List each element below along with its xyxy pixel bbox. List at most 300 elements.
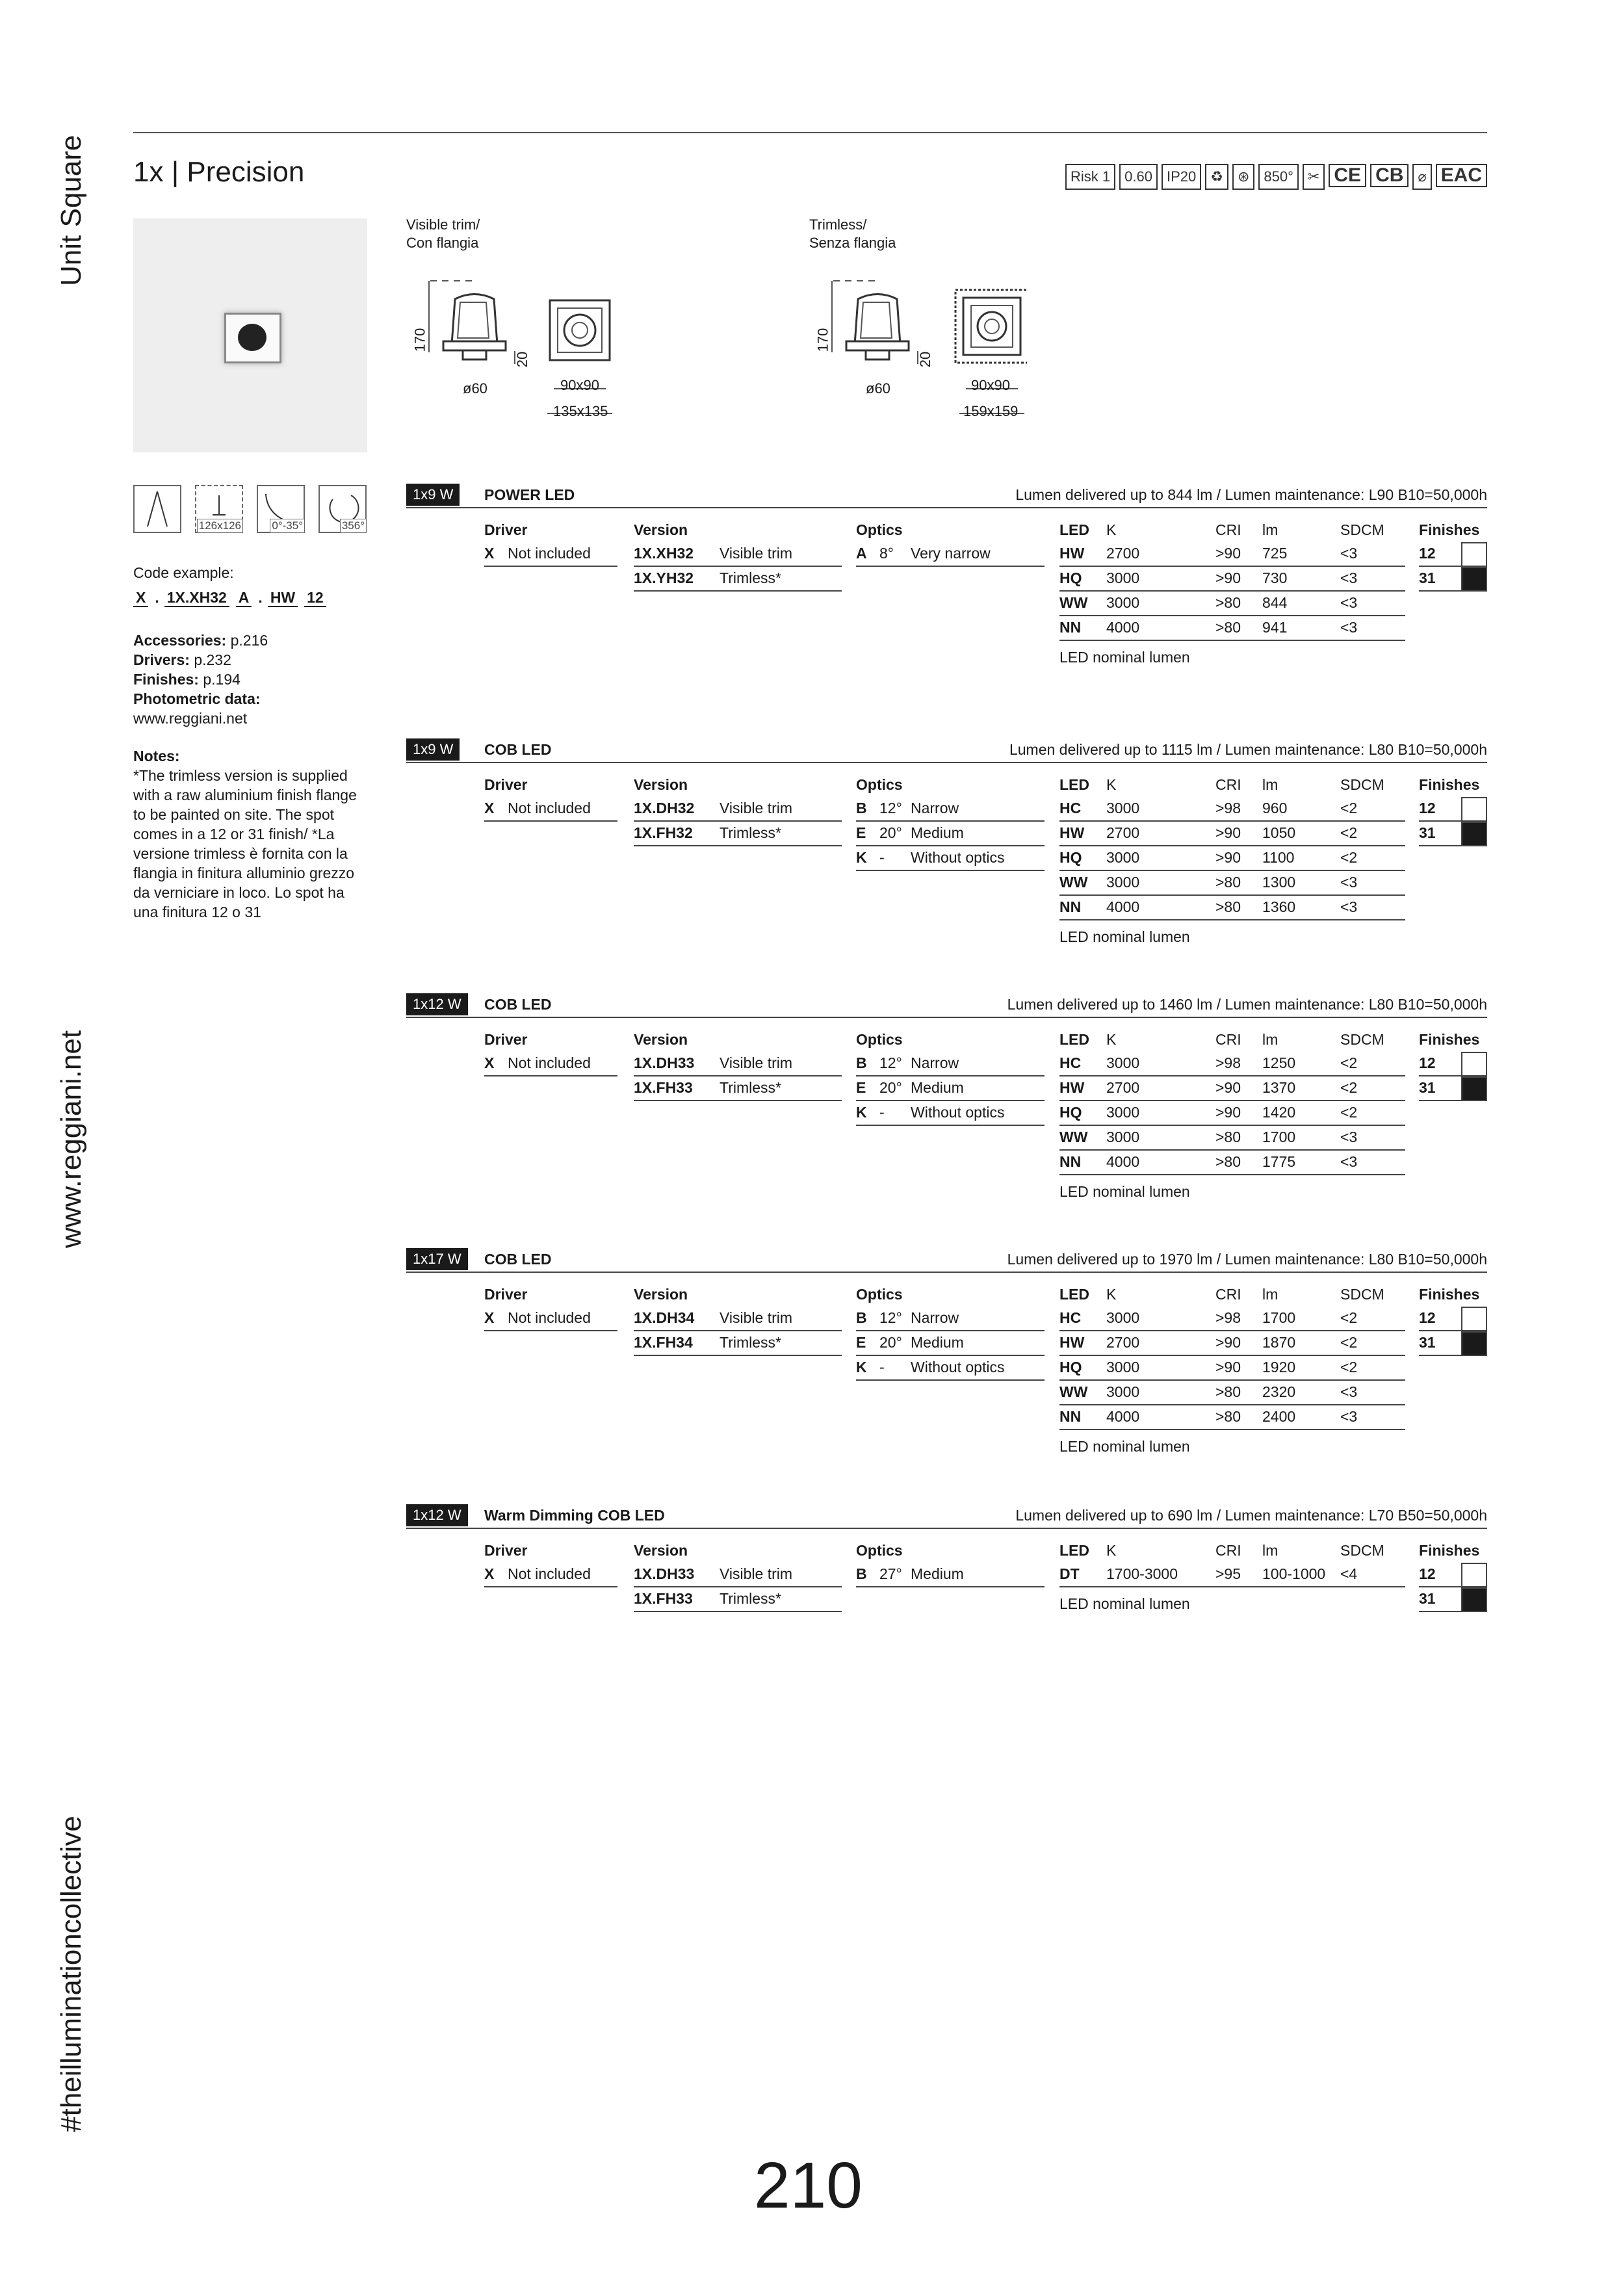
- finish-row: [1419, 1307, 1487, 1331]
- led-column: [1059, 1027, 1405, 1201]
- version-column-header: Version: [634, 1031, 688, 1048]
- led-cri: >80: [1215, 1153, 1241, 1170]
- led-row: [1059, 542, 1405, 567]
- certification-badge: Risk 1: [1065, 164, 1115, 190]
- led-lm: 730: [1262, 569, 1288, 586]
- led-cri: >80: [1215, 1128, 1241, 1145]
- version-column: [634, 772, 842, 846]
- version-column: [634, 1538, 842, 1612]
- led-column: [1059, 1282, 1405, 1455]
- led-header-k: K: [1106, 1286, 1117, 1303]
- led-sdcm: <2: [1340, 1054, 1358, 1071]
- lumen-info: Lumen delivered up to 844 lm / Lumen maintenance: L90 B10=50,000h: [1015, 486, 1487, 503]
- optics-code: B: [856, 1309, 867, 1326]
- optics-degree: 8°: [879, 545, 894, 562]
- optics-degree: 12°: [879, 1054, 902, 1071]
- led-sdcm: <2: [1340, 824, 1358, 841]
- led-code: HW: [1059, 1334, 1085, 1351]
- optics-code: A: [856, 545, 867, 562]
- driver-row: [484, 1563, 617, 1587]
- led-code: WW: [1059, 874, 1088, 891]
- certification-badge: CE: [1329, 164, 1366, 187]
- trimless-label: Trimless/ Senza flangia: [809, 216, 896, 251]
- finishes-column: [1419, 517, 1487, 592]
- led-code: DT: [1059, 1565, 1080, 1582]
- led-cri: >90: [1215, 545, 1241, 562]
- finish-row: [1419, 1563, 1487, 1587]
- led-header-sdcm: SDCM: [1340, 1286, 1384, 1303]
- led-header-led: LED: [1059, 1286, 1089, 1303]
- driver-column-header: Driver: [484, 1286, 528, 1303]
- led-sdcm: <3: [1340, 874, 1358, 891]
- optics-code: E: [856, 824, 866, 841]
- side-label-hashtag: #theilluminationcollective: [55, 1816, 87, 2132]
- led-code: HW: [1059, 824, 1085, 841]
- optics-column-header: Optics: [856, 521, 903, 538]
- version-code: 1X.XH32: [634, 545, 694, 562]
- led-row: [1059, 567, 1405, 592]
- lumen-info: Lumen delivered up to 1970 lm / Lumen maintenance: L80 B10=50,000h: [1007, 1251, 1487, 1268]
- tilt-icon: 0°-35°: [257, 485, 305, 533]
- led-column: [1059, 772, 1405, 946]
- led-code: HQ: [1059, 849, 1082, 866]
- led-k: 3000: [1106, 569, 1140, 586]
- product-photo: [133, 218, 367, 452]
- led-lm: 1050: [1262, 824, 1296, 841]
- optics-code: B: [856, 800, 867, 816]
- tl-size-dim: 90x90: [971, 377, 1010, 393]
- optics-row: [856, 846, 1045, 871]
- version-row: [634, 1076, 842, 1101]
- led-sdcm: <2: [1340, 1359, 1358, 1376]
- power-badge: 1x12 W: [406, 993, 468, 1015]
- led-header-cri: CRI: [1215, 1031, 1241, 1048]
- led-nominal-note: LED nominal lumen: [1059, 649, 1190, 666]
- optics-column: [856, 772, 1045, 871]
- led-row: [1059, 797, 1405, 822]
- led-sdcm: <3: [1340, 1153, 1358, 1170]
- optics-code: E: [856, 1334, 866, 1351]
- version-code: 1X.DH33: [634, 1054, 695, 1071]
- code-example-label: Code example:: [133, 564, 234, 581]
- optics-column-header: Optics: [856, 1031, 903, 1048]
- led-code: HQ: [1059, 569, 1082, 586]
- optics-code: K: [856, 849, 867, 866]
- optics-desc: Without optics: [911, 849, 1005, 866]
- driver-row: [484, 542, 617, 567]
- version-row: [634, 1563, 842, 1587]
- optics-row: [856, 1331, 1045, 1356]
- source-type: Warm Dimming COB LED: [484, 1507, 665, 1524]
- led-row: [1059, 871, 1405, 896]
- led-sdcm: <3: [1340, 619, 1358, 636]
- led-cri: >98: [1215, 800, 1241, 816]
- led-lm: 1250: [1262, 1054, 1296, 1071]
- version-column: [634, 1027, 842, 1101]
- led-k: 3000: [1106, 1104, 1140, 1121]
- led-header-lm: lm: [1262, 776, 1279, 793]
- finish-row: [1419, 567, 1487, 592]
- led-k: 3000: [1106, 849, 1140, 866]
- led-row: [1059, 1076, 1405, 1101]
- led-row: [1059, 1331, 1405, 1356]
- led-k: 2700: [1106, 824, 1140, 841]
- driver-desc: Not included: [508, 545, 591, 562]
- led-code: NN: [1059, 898, 1082, 915]
- finish-row: [1419, 822, 1487, 846]
- version-row: [634, 1052, 842, 1076]
- rotation-icon: 356°: [318, 485, 367, 533]
- section-header: [406, 993, 1487, 1018]
- page-title: 1x | Precision: [133, 156, 305, 188]
- version-column: [634, 1282, 842, 1356]
- driver-code: X: [484, 1565, 495, 1582]
- code-example: [133, 588, 333, 607]
- led-row: [1059, 1381, 1405, 1405]
- driver-code: X: [484, 545, 495, 562]
- certification-badge: CB: [1370, 164, 1409, 187]
- finishes-column-header: Finishes: [1419, 776, 1480, 793]
- finishes-column: [1419, 1538, 1487, 1612]
- led-header-k: K: [1106, 521, 1117, 538]
- version-desc: Visible trim: [720, 800, 793, 816]
- led-cri: >98: [1215, 1309, 1241, 1326]
- led-header: [1059, 1027, 1405, 1052]
- version-code: 1X.FH32: [634, 824, 693, 841]
- finish-row: [1419, 1331, 1487, 1356]
- version-code: 1X.DH33: [634, 1565, 695, 1582]
- optics-degree: 12°: [879, 1309, 902, 1326]
- led-sdcm: <2: [1340, 1334, 1358, 1351]
- led-k: 3000: [1106, 1383, 1140, 1400]
- page-number: 210: [754, 2149, 863, 2222]
- led-row: [1059, 896, 1405, 920]
- vt-dia-dim: ø60: [463, 380, 487, 397]
- optics-column-header: Optics: [856, 1286, 903, 1303]
- driver-desc: Not included: [508, 1309, 591, 1326]
- optics-row: [856, 1307, 1045, 1331]
- finish-swatch: [1461, 797, 1487, 822]
- version-desc: Trimless*: [720, 569, 781, 586]
- optics-row: [856, 542, 1045, 567]
- led-cri: >98: [1215, 1054, 1241, 1071]
- finishes-column: [1419, 1027, 1487, 1101]
- led-sdcm: <3: [1340, 594, 1358, 611]
- side-label-category: Unit Square: [55, 135, 87, 286]
- led-cri: >80: [1215, 619, 1241, 636]
- led-row: [1059, 1151, 1405, 1175]
- led-header-cri: CRI: [1215, 1542, 1241, 1559]
- led-k: 2700: [1106, 545, 1140, 562]
- led-cri: >80: [1215, 1408, 1241, 1425]
- led-code: WW: [1059, 1128, 1088, 1145]
- optics-degree: 20°: [879, 1079, 902, 1096]
- finish-row: [1419, 1587, 1487, 1612]
- side-label-website: www.reggiani.net: [55, 1030, 87, 1248]
- optics-desc: Medium: [911, 1079, 964, 1096]
- version-row: [634, 822, 842, 846]
- visible-trim-label: Visible trim/ Con flangia: [406, 216, 480, 251]
- vt-size-dim: 90x90: [560, 377, 599, 393]
- notes: Notes: *The trimless version is supplied with a raw aluminium finish flange to be painted on site. The spot comes in a 12 or 31 finish/ *La versione trimless è fornita con la flangia in finitura alluminio grezzo da verniciare in loco. Lo spot ha una finitura 12 o 31: [133, 748, 357, 920]
- certification-badge: EAC: [1436, 164, 1487, 187]
- optics-code: B: [856, 1565, 867, 1582]
- version-column-header: Version: [634, 521, 688, 538]
- beam-icon: [133, 485, 181, 533]
- lumen-info: Lumen delivered up to 690 lm / Lumen maintenance: L70 B50=50,000h: [1015, 1507, 1487, 1524]
- finish-row: [1419, 797, 1487, 822]
- driver-desc: Not included: [508, 800, 591, 816]
- finish-code: 12: [1419, 1054, 1436, 1071]
- finishes-column-header: Finishes: [1419, 1286, 1480, 1303]
- certification-badge: ⊛: [1232, 164, 1254, 190]
- product-section: [406, 1248, 1487, 1455]
- driver-code: X: [484, 1054, 495, 1071]
- led-k: 3000: [1106, 594, 1140, 611]
- led-k: 4000: [1106, 898, 1140, 915]
- led-code: HQ: [1059, 1104, 1082, 1121]
- version-row: [634, 567, 842, 592]
- led-cri: >90: [1215, 569, 1241, 586]
- led-lm: 725: [1262, 545, 1288, 562]
- optics-row: [856, 1563, 1045, 1587]
- version-desc: Visible trim: [720, 545, 793, 562]
- led-cri: >90: [1215, 1079, 1241, 1096]
- led-cri: >95: [1215, 1565, 1241, 1582]
- vt-cut-dim: 135x135: [553, 403, 608, 419]
- led-header-led: LED: [1059, 1542, 1089, 1559]
- led-header-lm: lm: [1262, 1031, 1279, 1048]
- version-row: [634, 542, 842, 567]
- led-k: 2700: [1106, 1079, 1140, 1096]
- version-row: [634, 1331, 842, 1356]
- references: Accessories: p.216 Drivers: p.232 Finishes: p.194 Photometric data: www.reggiani.net: [133, 632, 268, 727]
- source-type: COB LED: [484, 741, 552, 758]
- optics-degree: -: [879, 1359, 885, 1376]
- optics-desc: Without optics: [911, 1359, 1005, 1376]
- finish-code: 31: [1419, 1079, 1436, 1096]
- code-part: HW: [268, 589, 298, 607]
- led-code: HC: [1059, 1054, 1082, 1071]
- led-code: HC: [1059, 800, 1082, 816]
- driver-row: [484, 1307, 617, 1331]
- led-lm: 1100: [1262, 849, 1295, 866]
- version-desc: Visible trim: [720, 1054, 793, 1071]
- led-row: [1059, 1356, 1405, 1381]
- led-k: 3000: [1106, 800, 1140, 816]
- optics-desc: Medium: [911, 824, 964, 841]
- led-k: 3000: [1106, 1054, 1140, 1071]
- led-cri: >90: [1215, 1359, 1241, 1376]
- led-sdcm: <3: [1340, 898, 1358, 915]
- version-desc: Trimless*: [720, 1590, 781, 1607]
- led-header-cri: CRI: [1215, 1286, 1241, 1303]
- led-header-lm: lm: [1262, 1286, 1279, 1303]
- certification-badge: 0.60: [1119, 164, 1158, 190]
- led-row: [1059, 822, 1405, 846]
- certification-badge: ✂: [1303, 164, 1325, 190]
- led-code: WW: [1059, 594, 1088, 611]
- led-column: [1059, 1538, 1405, 1613]
- driver-column: [484, 517, 617, 567]
- led-cri: >80: [1215, 1383, 1241, 1400]
- driver-column-header: Driver: [484, 776, 528, 793]
- finish-swatch: [1461, 1052, 1487, 1076]
- led-row: [1059, 846, 1405, 871]
- led-sdcm: <2: [1340, 849, 1358, 866]
- section-header: [406, 484, 1487, 508]
- finish-code: 12: [1419, 1565, 1436, 1582]
- finish-swatch: [1461, 567, 1487, 592]
- led-lm: 1775: [1262, 1153, 1296, 1170]
- led-header-lm: lm: [1262, 521, 1279, 538]
- finish-code: 12: [1419, 800, 1436, 816]
- finish-swatch: [1461, 1331, 1487, 1356]
- optics-column: [856, 1282, 1045, 1381]
- led-code: HC: [1059, 1309, 1082, 1326]
- led-header-k: K: [1106, 1542, 1117, 1559]
- led-header-k: K: [1106, 1031, 1117, 1048]
- led-header-led: LED: [1059, 521, 1089, 538]
- certification-badge: IP20: [1162, 164, 1201, 190]
- led-header-sdcm: SDCM: [1340, 1031, 1384, 1048]
- finish-swatch: [1461, 1307, 1487, 1331]
- led-code: WW: [1059, 1383, 1088, 1400]
- code-part: .: [155, 589, 159, 606]
- led-k: 2700: [1106, 1334, 1140, 1351]
- version-code: 1X.YH32: [634, 569, 694, 586]
- code-part: 1X.XH32: [164, 589, 229, 607]
- finish-code: 31: [1419, 824, 1436, 841]
- optics-row: [856, 822, 1045, 846]
- led-header-sdcm: SDCM: [1340, 776, 1384, 793]
- optics-degree: 12°: [879, 800, 902, 816]
- finishes-column-header: Finishes: [1419, 1031, 1480, 1048]
- source-type: COB LED: [484, 996, 552, 1013]
- led-nominal-note: LED nominal lumen: [1059, 1183, 1190, 1200]
- version-code: 1X.DH34: [634, 1309, 695, 1326]
- version-column-header: Version: [634, 1542, 688, 1559]
- section-header: [406, 1504, 1487, 1529]
- led-lm: 1360: [1262, 898, 1296, 915]
- tl-cut-dim: 159x159: [963, 403, 1019, 419]
- optics-row: [856, 797, 1045, 822]
- driver-code: X: [484, 1309, 495, 1326]
- led-row: [1059, 1052, 1405, 1076]
- version-desc: Trimless*: [720, 824, 781, 841]
- optics-row: [856, 1356, 1045, 1381]
- optics-row: [856, 1101, 1045, 1126]
- version-row: [634, 797, 842, 822]
- tl-depth-dim: 20: [917, 351, 934, 368]
- version-desc: Trimless*: [720, 1334, 781, 1351]
- led-cri: >80: [1215, 874, 1241, 891]
- optics-degree: 20°: [879, 824, 902, 841]
- section-header: [406, 738, 1487, 763]
- driver-column: [484, 1538, 617, 1587]
- optics-column: [856, 517, 1045, 567]
- led-lm: 2320: [1262, 1383, 1296, 1400]
- led-row: [1059, 1405, 1405, 1430]
- driver-column-header: Driver: [484, 521, 528, 538]
- led-cri: >90: [1215, 849, 1241, 866]
- driver-row: [484, 797, 617, 822]
- driver-desc: Not included: [508, 1054, 591, 1071]
- cutout-icon: 126x126: [195, 485, 243, 533]
- led-header-cri: CRI: [1215, 521, 1241, 538]
- led-cri: >90: [1215, 1334, 1241, 1351]
- led-k: 4000: [1106, 1408, 1140, 1425]
- optics-desc: Medium: [911, 1565, 964, 1582]
- optics-desc: Narrow: [911, 1309, 959, 1326]
- led-row: [1059, 1126, 1405, 1151]
- finish-row: [1419, 1052, 1487, 1076]
- finish-code: 31: [1419, 1590, 1436, 1607]
- version-column-header: Version: [634, 1286, 688, 1303]
- tl-dia-dim: ø60: [866, 380, 890, 397]
- vt-height-dim: 170: [411, 328, 428, 352]
- finish-swatch: [1461, 542, 1487, 567]
- code-part: 12: [304, 589, 326, 607]
- led-row: [1059, 1101, 1405, 1126]
- led-sdcm: <2: [1340, 1104, 1358, 1121]
- version-code: 1X.FH33: [634, 1590, 693, 1607]
- led-sdcm: <2: [1340, 1309, 1358, 1326]
- product-section: [406, 993, 1487, 1200]
- finish-code: 12: [1419, 545, 1436, 562]
- led-header-sdcm: SDCM: [1340, 521, 1384, 538]
- product-section: [406, 484, 1487, 666]
- finish-swatch: [1461, 822, 1487, 846]
- led-k: 3000: [1106, 874, 1140, 891]
- finish-code: 31: [1419, 1334, 1436, 1351]
- led-column: [1059, 517, 1405, 666]
- version-desc: Visible trim: [720, 1309, 793, 1326]
- power-badge: 1x9 W: [406, 738, 460, 761]
- version-desc: Visible trim: [720, 1565, 793, 1582]
- led-sdcm: <3: [1340, 1408, 1358, 1425]
- optics-column-header: Optics: [856, 1542, 903, 1559]
- led-k: 3000: [1106, 1359, 1140, 1376]
- optics-degree: -: [879, 849, 885, 866]
- certification-badge: ♻: [1205, 164, 1228, 190]
- led-lm: 960: [1262, 800, 1288, 816]
- led-sdcm: <4: [1340, 1565, 1358, 1582]
- led-lm: 1700: [1262, 1128, 1296, 1145]
- section-header: [406, 1248, 1487, 1273]
- led-code: HQ: [1059, 1359, 1082, 1376]
- optics-row: [856, 1052, 1045, 1076]
- tl-height-dim: 170: [814, 328, 831, 352]
- led-code: HW: [1059, 1079, 1085, 1096]
- code-part: A: [236, 589, 252, 607]
- driver-row: [484, 1052, 617, 1076]
- finishes-column-header: Finishes: [1419, 521, 1480, 538]
- led-code: NN: [1059, 619, 1082, 636]
- code-part: X: [133, 589, 148, 607]
- version-desc: Trimless*: [720, 1079, 781, 1096]
- finish-swatch: [1461, 1587, 1487, 1612]
- driver-desc: Not included: [508, 1565, 591, 1582]
- optics-desc: Very narrow: [911, 545, 991, 562]
- led-header: [1059, 772, 1405, 797]
- led-header: [1059, 1538, 1405, 1563]
- led-lm: 100-1000: [1262, 1565, 1326, 1582]
- source-type: POWER LED: [484, 486, 575, 503]
- led-nominal-note: LED nominal lumen: [1059, 928, 1190, 945]
- led-code: NN: [1059, 1153, 1082, 1170]
- led-row: [1059, 1307, 1405, 1331]
